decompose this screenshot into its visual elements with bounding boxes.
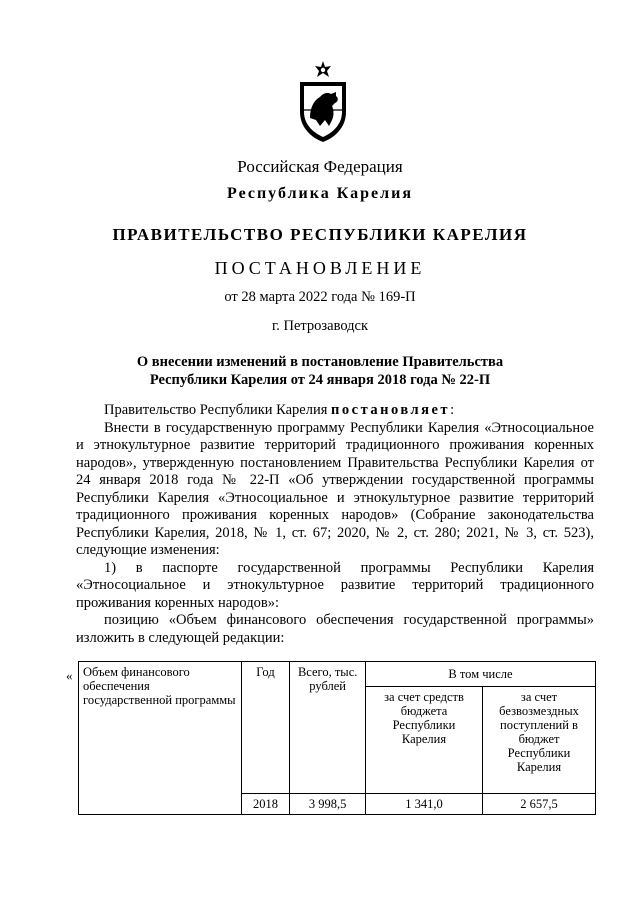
paragraph-amend: Внести в государственную программу Республики Карелия «Этносоциальное и этнокультурное развитие территорий традиционного проживания коренных народов», утвержденную постановлением Правительства Республики Карелия от 24 января 2018 года № 22-П «Об утверждении государственной программы Республики Карелия «Этносоциальное и этнокультурное развитие территорий традиционного проживания коренных народов» (Собрание законодательства Республики Карелия, 2018, № 1, ст. 67; 2020, № 2, ст. 280; 2021, № 3, ст. 523), следующие изменения: bbox=[76, 419, 594, 558]
cell-budget: 1 341,0 bbox=[365, 794, 482, 815]
document-date-number: от 28 марта 2022 года № 169-П bbox=[224, 289, 416, 305]
cell-grants: 2 657,5 bbox=[483, 794, 596, 815]
resolves-word: постановляет bbox=[331, 402, 451, 418]
paragraph-position: позицию «Объем финансового обеспечения государственной программы» изложить в следующей редакции: bbox=[76, 612, 594, 646]
year-header: Год bbox=[241, 662, 290, 794]
country-name: Российская Федерация bbox=[237, 157, 403, 176]
paragraph-passport: 1) в паспорте государственной программы Республики Карелия «Этносоциальное и этнокультурное развитие территорий традиционного проживания коренных народов»: bbox=[76, 559, 594, 611]
cell-year: 2018 bbox=[241, 794, 290, 815]
document-type: ПОСТАНОВЛЕНИЕ bbox=[214, 258, 426, 278]
budget-header: за счет средств бюджета Республики Карелия bbox=[365, 687, 482, 794]
cell-total: 3 998,5 bbox=[290, 794, 366, 815]
position-header: Объем финансового обеспечения государственной программы bbox=[79, 662, 242, 815]
subject-line-2: Республики Карелия от 24 января 2018 года № 22-П bbox=[149, 372, 491, 388]
paragraph-resolves: Правительство Республики Карелия постановляет: bbox=[104, 402, 455, 418]
total-header: Всего, тыс. рублей bbox=[290, 662, 366, 794]
table-header-row bbox=[79, 662, 596, 687]
grants-header: за счет безвозмездных поступлений в бюджет Республики Карелия bbox=[483, 687, 596, 794]
document-city: г. Петрозаводск bbox=[271, 318, 369, 334]
republic-name: Республика Карелия bbox=[227, 185, 413, 202]
document-body bbox=[76, 402, 594, 647]
government-title: ПРАВИТЕЛЬСТВО РЕСПУБЛИКИ КАРЕЛИЯ bbox=[112, 225, 528, 244]
karelia-coat-of-arms-icon bbox=[296, 60, 350, 144]
including-header: В том числе bbox=[365, 662, 595, 687]
subject-line-1: О внесении изменений в постановление Правительства bbox=[136, 354, 504, 370]
open-quote: « bbox=[66, 668, 73, 683]
financing-table bbox=[78, 661, 596, 815]
